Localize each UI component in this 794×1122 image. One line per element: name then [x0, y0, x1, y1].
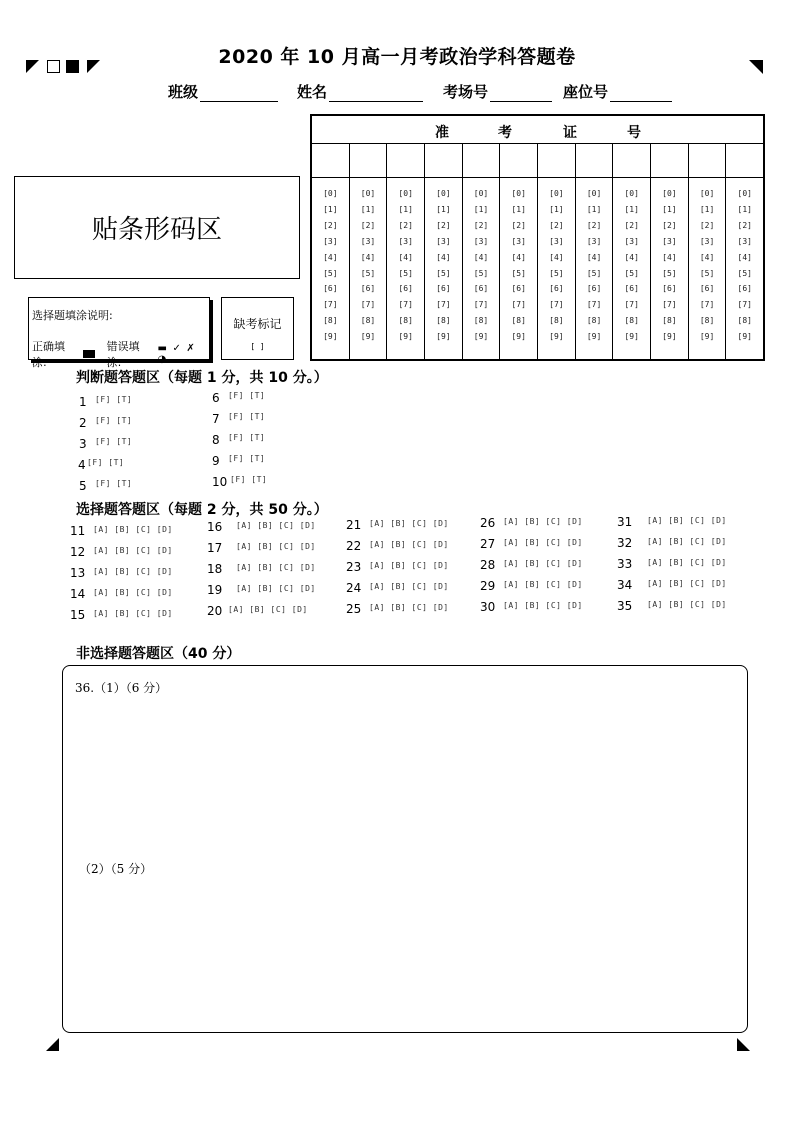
corner-mark-bottom-left — [46, 1038, 59, 1051]
admission-digit-bubble[interactable]: [5] — [398, 268, 413, 278]
exam-room-label: 考场号 — [443, 83, 489, 101]
admission-digit-bubble[interactable]: [9] — [511, 332, 526, 342]
admission-digit-bubble[interactable]: [8] — [549, 316, 564, 326]
choice-option-bubbles[interactable]: [A] [B] [C] [D] — [236, 563, 316, 572]
admission-digit-column — [425, 144, 463, 359]
choice-option-bubbles[interactable]: [A] [B] [C] [D] — [369, 582, 449, 591]
tf-question-number: 8 — [212, 433, 220, 447]
admission-digit-bubble[interactable]: [7] — [662, 300, 677, 310]
admission-digit-bubble[interactable]: [5] — [624, 268, 639, 278]
admission-digit-bubble[interactable]: [5] — [360, 268, 376, 278]
admission-digit-bubble[interactable]: [2] — [624, 220, 639, 230]
corner-mark-top-right — [749, 60, 763, 74]
admission-digit-bubble[interactable]: [5] — [323, 268, 338, 278]
admission-digit-bubble[interactable]: [3] — [436, 236, 451, 246]
admission-digit-bubble[interactable]: [2] — [398, 220, 413, 230]
correct-fill-label: 正确填涂: — [32, 340, 65, 369]
admission-digit-column — [689, 144, 727, 359]
barcode-area — [14, 176, 300, 279]
question-36-part-2: （2）（5 分） — [79, 862, 153, 876]
choice-option-bubbles[interactable]: [A] [B] [C] [D] — [369, 540, 449, 549]
tf-question-number: 5 — [79, 479, 87, 493]
tf-question-number: 4 — [78, 458, 86, 472]
admission-digit-bubble[interactable]: [4] — [436, 252, 451, 262]
admission-digit-bubble[interactable]: [7] — [624, 300, 639, 310]
admission-digit-bubble[interactable]: [8] — [624, 316, 639, 326]
admission-digit-bubble[interactable]: [8] — [737, 316, 752, 326]
choice-question-number: 15 — [70, 608, 86, 622]
admission-digit-bubble[interactable]: [9] — [549, 332, 564, 342]
admission-digit-bubble[interactable]: [6] — [436, 284, 451, 294]
admission-digit-bubble[interactable]: [0] — [624, 189, 639, 198]
admission-digit-bubble[interactable]: [6] — [549, 284, 564, 294]
choice-option-bubbles[interactable]: [A] [B] [C] [D] — [236, 584, 316, 593]
absent-mark-label: 缺考标记 — [233, 317, 282, 331]
admission-digit-bubble[interactable]: [9] — [662, 332, 677, 342]
tf-option-bubbles[interactable]: [F] [T] — [95, 479, 133, 488]
admission-digit-bubble[interactable]: [5] — [473, 268, 489, 278]
choice-option-bubbles[interactable]: [A] [B] [C] [D] — [93, 609, 173, 618]
admission-digit-bubble[interactable]: [7] — [737, 300, 752, 310]
choice-question-number: 20 — [207, 604, 223, 618]
choice-option-bubbles[interactable]: [A] [B] [C] [D] — [647, 516, 727, 525]
absent-mark-checkbox[interactable]: [ ] — [250, 342, 265, 351]
admission-write-cell[interactable] — [689, 144, 726, 178]
fill-instructions-heading: 选择题填涂说明: — [32, 309, 113, 322]
admission-digit-bubble[interactable]: [1] — [699, 204, 715, 214]
choice-question-number: 19 — [207, 583, 223, 597]
name-label: 姓名 — [297, 83, 328, 101]
admission-digit-column — [651, 144, 689, 359]
admission-digit-bubble[interactable]: [5] — [436, 268, 451, 278]
class-field[interactable] — [168, 81, 278, 102]
admission-digit-bubble[interactable]: [9] — [323, 332, 338, 342]
admission-write-cell[interactable] — [576, 144, 613, 178]
corner-mark-filled-square — [66, 60, 79, 73]
corner-mark-top-left-2 — [87, 60, 100, 73]
admission-digit-bubble[interactable]: [4] — [360, 252, 376, 262]
admission-write-cell[interactable] — [500, 144, 537, 178]
admission-write-cell[interactable] — [312, 144, 349, 178]
choice-question-number: 32 — [617, 536, 633, 550]
admission-digit-bubble[interactable]: [0] — [699, 189, 715, 198]
barcode-label: 贴条形码区 — [91, 215, 222, 245]
choice-question-number: 12 — [70, 545, 86, 559]
admission-digit-bubble[interactable]: [2] — [323, 220, 338, 230]
admission-digit-bubble[interactable]: [5] — [549, 268, 564, 278]
admission-digit-bubble[interactable]: [7] — [323, 300, 338, 310]
admission-digit-bubble[interactable]: [4] — [511, 252, 526, 262]
admission-digit-bubble[interactable]: [0] — [737, 189, 752, 198]
admission-digit-bubble[interactable]: [1] — [436, 204, 451, 214]
choice-option-bubbles[interactable]: [A] [B] [C] [D] — [369, 561, 449, 570]
seat-blank[interactable] — [610, 87, 672, 102]
page-title: 2020 年 10 月高一月考政治学科答题卷 — [218, 46, 576, 68]
choice-question-number: 22 — [346, 539, 362, 553]
choice-option-bubbles[interactable]: [A] [B] [C] [D] — [647, 600, 727, 609]
admission-digit-bubble[interactable]: [7] — [586, 300, 602, 310]
admission-title-char: 准 — [435, 125, 449, 141]
admission-digit-bubble[interactable]: [5] — [662, 268, 677, 278]
admission-digit-column — [576, 144, 614, 359]
admission-digit-bubble[interactable]: [1] — [586, 204, 602, 214]
choice-question-number: 24 — [346, 581, 362, 595]
admission-digit-bubble[interactable]: [6] — [511, 284, 526, 294]
tf-question-number: 9 — [212, 454, 220, 468]
tf-option-bubbles[interactable]: [F] [T] — [95, 416, 133, 425]
exam-room-blank[interactable] — [490, 87, 552, 102]
admission-digit-bubble[interactable]: [9] — [360, 332, 376, 342]
seat-label: 座位号 — [563, 83, 609, 101]
admission-digit-bubble[interactable]: [2] — [699, 220, 715, 230]
admission-digit-bubble[interactable]: [7] — [436, 300, 451, 310]
choice-question-number: 27 — [480, 537, 496, 551]
admission-digit-bubble[interactable]: [4] — [586, 252, 602, 262]
admission-digit-bubble[interactable]: [4] — [549, 252, 564, 262]
choice-option-bubbles[interactable]: [A] [B] [C] [D] — [503, 517, 583, 526]
admission-digit-bubble[interactable]: [1] — [360, 204, 376, 214]
fill-instructions-row — [32, 338, 209, 370]
admission-digit-bubble[interactable]: [2] — [436, 220, 451, 230]
admission-digit-bubble[interactable]: [8] — [699, 316, 715, 326]
admission-digit-bubble[interactable]: [9] — [737, 332, 752, 342]
admission-digit-bubble[interactable]: [3] — [586, 236, 602, 246]
admission-digit-bubble[interactable]: [6] — [398, 284, 413, 294]
admission-digit-bubble[interactable]: [7] — [549, 300, 564, 310]
admission-digit-bubble[interactable]: [9] — [624, 332, 639, 342]
admission-digit-bubble[interactable]: [3] — [737, 236, 752, 246]
tf-option-bubbles[interactable]: [F] [T] — [228, 412, 266, 421]
admission-digit-bubble[interactable]: [4] — [473, 252, 489, 262]
admission-digit-bubble[interactable]: [5] — [737, 268, 752, 278]
admission-digit-bubble[interactable]: [2] — [737, 220, 752, 230]
admission-digit-bubble[interactable]: [1] — [511, 204, 526, 214]
admission-digit-bubble[interactable]: [8] — [360, 316, 376, 326]
admission-digit-bubble[interactable]: [4] — [699, 252, 715, 262]
class-label: 班级 — [168, 83, 199, 101]
admission-digit-bubble[interactable]: [2] — [586, 220, 602, 230]
tf-question-number: 10 — [212, 475, 228, 489]
admission-digit-bubble[interactable]: [1] — [398, 204, 413, 214]
open-ended-heading: 非选择题答题区（40 分） — [76, 646, 241, 662]
admission-digit-bubble[interactable]: [2] — [511, 220, 526, 230]
admission-digit-bubble[interactable]: [2] — [473, 220, 489, 230]
choice-question-number: 25 — [346, 602, 362, 616]
true-false-heading: 判断题答题区（每题 1 分，共 10 分。） — [76, 370, 328, 386]
admission-title-char: 号 — [627, 125, 641, 141]
choice-question-number: 34 — [617, 578, 633, 592]
tf-option-bubbles[interactable]: [F] [T] — [95, 437, 133, 446]
admission-digit-bubble[interactable]: [9] — [586, 332, 602, 342]
wrong-fill-examples: ▬ ✓ ✗ ◑ — [157, 343, 196, 365]
admission-digit-column — [463, 144, 501, 359]
admission-digit-bubble[interactable]: [3] — [549, 236, 564, 246]
choice-question-number: 28 — [480, 558, 496, 572]
admission-digit-column — [726, 144, 763, 359]
admission-digit-bubble[interactable]: [6] — [699, 284, 715, 294]
tf-option-bubbles[interactable]: [F] [T] — [228, 391, 266, 400]
admission-digit-bubble[interactable]: [0] — [662, 189, 677, 198]
admission-digit-bubble[interactable]: [1] — [323, 204, 338, 214]
tf-option-bubbles[interactable]: [F] [T] — [228, 454, 266, 463]
choice-question-number: 35 — [617, 599, 633, 613]
choice-option-bubbles[interactable]: [A] [B] [C] [D] — [503, 538, 583, 547]
admission-write-cell[interactable] — [726, 144, 763, 178]
admission-number-grid — [310, 114, 765, 361]
admission-digit-bubble[interactable]: [1] — [473, 204, 489, 214]
admission-digit-bubble[interactable]: [1] — [662, 204, 677, 214]
choice-option-bubbles[interactable]: [A] [B] [C] [D] — [93, 525, 173, 534]
tf-option-bubbles[interactable]: [F] [T] — [95, 395, 133, 404]
admission-digit-bubble[interactable]: [0] — [360, 189, 376, 198]
choice-option-bubbles[interactable]: [A] [B] [C] [D] — [503, 559, 583, 568]
admission-digit-bubble[interactable]: [3] — [624, 236, 639, 246]
admission-digit-bubble[interactable]: [9] — [398, 332, 413, 342]
admission-digit-column — [350, 144, 388, 359]
corner-mark-bottom-right — [737, 1038, 750, 1051]
admission-digit-bubble[interactable]: [7] — [360, 300, 376, 310]
choice-heading: 选择题答题区（每题 2 分，共 50 分。） — [76, 502, 328, 518]
admission-digit-bubble[interactable]: [7] — [511, 300, 526, 310]
admission-digit-columns — [312, 144, 763, 359]
admission-digit-bubble[interactable]: [1] — [549, 204, 564, 214]
admission-digit-bubble[interactable]: [3] — [511, 236, 526, 246]
wrong-fill-label: 错误填涂: — [106, 340, 140, 369]
seat-field[interactable] — [563, 81, 672, 102]
admission-digit-bubble[interactable]: [0] — [586, 189, 602, 198]
admission-digit-bubble[interactable]: [2] — [662, 220, 677, 230]
admission-write-cell[interactable] — [463, 144, 500, 178]
admission-digit-bubble[interactable]: [8] — [662, 316, 677, 326]
admission-write-cell[interactable] — [350, 144, 387, 178]
choice-question-number: 18 — [207, 562, 223, 576]
corner-mark-open-square — [47, 60, 60, 73]
admission-digit-bubble[interactable]: [0] — [511, 189, 526, 198]
name-blank[interactable] — [329, 87, 423, 102]
admission-write-cell[interactable] — [538, 144, 575, 178]
admission-digit-bubble[interactable]: [3] — [699, 236, 715, 246]
admission-digit-column — [538, 144, 576, 359]
admission-digit-bubble[interactable]: [8] — [398, 316, 413, 326]
admission-digit-bubble[interactable]: [9] — [699, 332, 715, 342]
choice-question-number: 30 — [480, 600, 496, 614]
admission-digit-bubble[interactable]: [1] — [624, 204, 639, 214]
choice-option-bubbles[interactable]: [A] [B] [C] [D] — [647, 558, 727, 567]
admission-digit-bubble[interactable]: [0] — [436, 189, 451, 198]
open-ended-answer-box[interactable] — [62, 665, 748, 1033]
admission-digit-bubble[interactable]: [4] — [323, 252, 338, 262]
choice-option-bubbles[interactable]: [A] [B] [C] [D] — [503, 580, 583, 589]
admission-digit-bubble[interactable]: [6] — [323, 284, 338, 294]
tf-question-number: 2 — [79, 416, 87, 430]
choice-question-number: 21 — [346, 518, 362, 532]
admission-digit-bubble[interactable]: [0] — [549, 189, 564, 198]
exam-room-field[interactable] — [443, 81, 552, 102]
tf-question-number: 6 — [212, 391, 220, 405]
admission-digit-column — [613, 144, 651, 359]
choice-option-bubbles[interactable]: [A] [B] [C] [D] — [236, 521, 316, 530]
admission-digit-bubble[interactable]: [0] — [323, 189, 338, 198]
correct-fill-example — [83, 350, 95, 358]
choice-option-bubbles[interactable]: [A] [B] [C] [D] — [236, 542, 316, 551]
class-blank[interactable] — [200, 87, 278, 102]
admission-digit-bubble[interactable]: [6] — [586, 284, 602, 294]
choice-question-number: 31 — [617, 515, 633, 529]
admission-digit-bubble[interactable]: [4] — [624, 252, 639, 262]
admission-digit-bubble[interactable]: [8] — [511, 316, 526, 326]
choice-option-bubbles[interactable]: [A] [B] [C] [D] — [369, 519, 449, 528]
admission-digit-bubble[interactable]: [8] — [436, 316, 451, 326]
choice-question-number: 26 — [480, 516, 496, 530]
admission-digit-bubble[interactable]: [7] — [398, 300, 413, 310]
choice-option-bubbles[interactable]: [A] [B] [C] [D] — [93, 588, 173, 597]
admission-digit-bubble[interactable]: [6] — [624, 284, 639, 294]
admission-write-cell[interactable] — [425, 144, 462, 178]
admission-digit-bubble[interactable]: [3] — [323, 236, 338, 246]
choice-option-bubbles[interactable]: [A] [B] [C] [D] — [93, 546, 173, 555]
admission-digit-bubble[interactable]: [2] — [549, 220, 564, 230]
choice-option-bubbles[interactable]: [A] [B] [C] [D] — [647, 537, 727, 546]
admission-digit-bubble[interactable]: [8] — [323, 316, 338, 326]
admission-digit-column — [312, 144, 350, 359]
admission-digit-bubble[interactable]: [9] — [436, 332, 451, 342]
tf-question-number: 3 — [79, 437, 87, 451]
choice-question-number: 16 — [207, 520, 223, 534]
admission-digit-bubble[interactable]: [5] — [586, 268, 602, 278]
choice-option-bubbles[interactable]: [A] [B] [C] [D] — [93, 567, 173, 576]
admission-digit-bubble[interactable]: [6] — [360, 284, 376, 294]
choice-option-bubbles[interactable]: [A] [B] [C] [D] — [228, 605, 308, 614]
admission-title-char: 证 — [563, 125, 577, 141]
admission-digit-bubble[interactable]: [3] — [662, 236, 677, 246]
admission-digit-bubble[interactable]: [9] — [473, 332, 489, 342]
choice-question-number: 33 — [617, 557, 633, 571]
tf-question-number: 7 — [212, 412, 220, 426]
tf-question-number: 1 — [79, 395, 87, 409]
choice-question-number: 14 — [70, 587, 86, 601]
absent-mark-box — [221, 297, 294, 360]
admission-digit-column — [387, 144, 425, 359]
corner-mark-top-left — [26, 60, 39, 73]
choice-option-bubbles[interactable]: [A] [B] [C] [D] — [369, 603, 449, 612]
admission-digit-bubble[interactable]: [4] — [662, 252, 677, 262]
tf-option-bubbles[interactable]: [F] [T] — [228, 433, 266, 442]
admission-digit-bubble[interactable]: [5] — [699, 268, 715, 278]
admission-digit-bubble[interactable]: [4] — [398, 252, 413, 262]
admission-digit-bubble[interactable]: [7] — [473, 300, 489, 310]
choice-question-number: 23 — [346, 560, 362, 574]
admission-digit-bubble[interactable]: [6] — [662, 284, 677, 294]
admission-digit-bubble[interactable]: [8] — [586, 316, 602, 326]
admission-digit-bubble[interactable]: [7] — [699, 300, 715, 310]
admission-digit-bubble[interactable]: [6] — [473, 284, 489, 294]
tf-option-bubbles[interactable]: [F] [T] — [230, 475, 268, 484]
admission-digit-bubble[interactable]: [0] — [398, 189, 413, 198]
name-field[interactable] — [297, 81, 423, 102]
choice-question-number: 17 — [207, 541, 223, 555]
choice-option-bubbles[interactable]: [A] [B] [C] [D] — [503, 601, 583, 610]
fill-instructions — [28, 297, 210, 369]
choice-question-number: 11 — [70, 524, 86, 538]
admission-digit-column — [500, 144, 538, 359]
admission-digit-bubble[interactable]: [1] — [737, 204, 752, 214]
admission-digit-bubble[interactable]: [4] — [737, 252, 752, 262]
admission-number-title — [312, 116, 763, 144]
admission-digit-bubble[interactable]: [2] — [360, 220, 376, 230]
admission-write-cell[interactable] — [387, 144, 424, 178]
question-36-part-1: 36.（1）（6 分） — [75, 681, 168, 695]
choice-option-bubbles[interactable]: [A] [B] [C] [D] — [647, 579, 727, 588]
admission-digit-bubble[interactable]: [3] — [473, 236, 489, 246]
admission-digit-bubble[interactable]: [3] — [360, 236, 376, 246]
admission-write-cell[interactable] — [613, 144, 650, 178]
admission-digit-bubble[interactable]: [8] — [473, 316, 489, 326]
admission-digit-bubble[interactable]: [5] — [511, 268, 526, 278]
admission-digit-bubble[interactable]: [0] — [473, 189, 489, 198]
choice-question-number: 13 — [70, 566, 86, 580]
admission-title-char: 考 — [498, 125, 512, 141]
choice-question-number: 29 — [480, 579, 496, 593]
admission-write-cell[interactable] — [651, 144, 688, 178]
admission-digit-bubble[interactable]: [6] — [737, 284, 752, 294]
admission-digit-bubble[interactable]: [3] — [398, 236, 413, 246]
tf-option-bubbles[interactable]: [F] [T] — [87, 458, 125, 467]
